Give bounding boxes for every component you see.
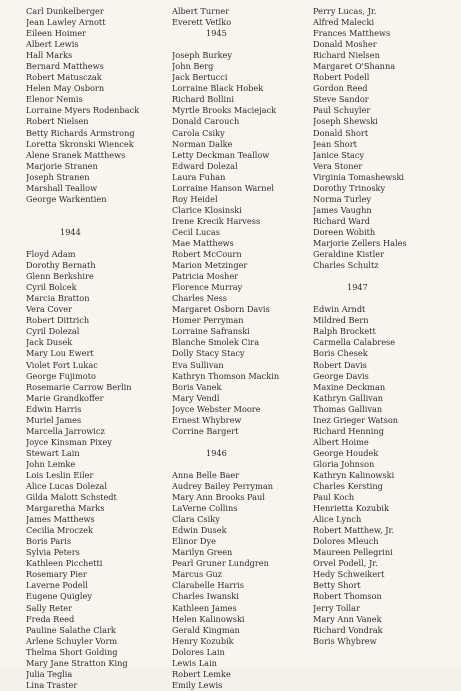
name-entry: Pauline Salathe Clark (26, 624, 116, 635)
name-entry: Jack Dusek (26, 337, 73, 348)
name-entry: Boris Whybrew (313, 635, 377, 646)
name-entry: Clara Csiky (172, 514, 220, 525)
name-entry: Charles Iwanski (172, 591, 239, 602)
name-entry: Albert Hoime (313, 436, 369, 447)
name-entry: Alice Lucas Dolezal (26, 481, 107, 492)
name-entry: Jack Bertucci (172, 72, 228, 83)
name-entry: Myrtle Brooks Maciejack (172, 105, 277, 116)
class-year-label: 1947 (347, 282, 368, 293)
name-entry: Norman Dalke (172, 138, 233, 149)
name-entry: Robert McCourn (172, 249, 242, 260)
name-entry: Carl Dunkelberger (26, 6, 104, 16)
name-entry: Irene Krecik Harvess (172, 215, 261, 226)
class-year-label: 1946 (206, 447, 227, 458)
name-entry: Paul Schuyler (313, 105, 371, 116)
name-entry: Dorothy Trinosky (313, 182, 386, 193)
class-year-heading (26, 227, 139, 238)
name-entry: Gilda Malott Schstedt (26, 492, 117, 503)
name-entry: Bernard Matthews (26, 61, 104, 72)
class-year-heading (313, 282, 407, 293)
name-entry: Vera Cover (26, 304, 72, 315)
name-entry: Kathryn Kalinowski (313, 469, 395, 480)
name-entry: Marshall Teallow (26, 182, 98, 193)
name-entry: Lewis Lain (172, 657, 217, 668)
name-entry: Boris Vanek (172, 381, 222, 392)
name-entry: Jerry Tollar (313, 602, 360, 613)
name-entry: Margaretha Marks (26, 503, 105, 514)
name-entry: Ernest Whybrew (172, 414, 242, 425)
name-entry: Thomas Gallivan (313, 403, 383, 414)
name-entry: Eugene Quigley (26, 591, 92, 602)
name-entry: George Davis (313, 370, 369, 381)
name-entry: Florence Murray (172, 282, 243, 293)
name-entry: Mildred Bern (313, 315, 369, 326)
name-entry: Clarice Klosinski (172, 204, 242, 215)
name-entry: Marie Grandkoffer (26, 392, 104, 403)
name-entry: Boris Chesek (313, 348, 368, 359)
name-entry: John Lemke (26, 458, 76, 469)
name-entry: Julia Teglia (26, 668, 73, 679)
name-entry: George Warkentien (26, 193, 107, 204)
name-entry: Elinor Dye (172, 536, 216, 547)
name-entry: James Vaughn (313, 204, 372, 215)
name-entry: Norma Turley (313, 193, 371, 204)
name-entry: Donald Carouch (172, 116, 240, 127)
name-entry: Mary Vendl (172, 392, 220, 403)
name-entry: Robert Matthew, Jr. (313, 525, 395, 536)
name-entry: Cyril Dolezal (26, 326, 80, 337)
name-entry: Dolores Mleuch (313, 536, 379, 547)
name-entry: Robert Thomson (313, 591, 382, 602)
name-entry: Mae Matthews (172, 237, 234, 248)
name-entry: Perry Lucas, Jr. (313, 6, 377, 16)
name-entry: Lorraine Myers Rodenback (26, 105, 140, 116)
blank-line (26, 216, 139, 227)
name-entry: Corrine Bargert (172, 425, 239, 436)
name-entry: Freda Reed (26, 613, 75, 624)
name-entry: Betty Short (313, 580, 361, 591)
name-entry: Kathleen Picchetti (26, 558, 103, 569)
name-entry: Helen May Osborn (26, 83, 105, 94)
name-entry: Helen Kalinowski (172, 613, 245, 624)
name-entry: LaVerne Collins (172, 503, 238, 514)
name-entry: Doreen Wobith (313, 226, 376, 237)
name-entry: Edwin Arndt (313, 304, 366, 315)
name-entry: Robert Nielsen (26, 116, 89, 127)
name-entry: Dolores Lain (172, 646, 225, 657)
name-entry: Marion Metzinger (172, 260, 248, 271)
name-entry: Gloria Johnson (313, 458, 375, 469)
name-entry: Cecil Lucas (172, 226, 220, 237)
name-entry: Homer Perryman (172, 315, 244, 326)
name-entry: Margaret Osborn Davis (172, 304, 270, 315)
name-entry: Everett Vetlko (172, 17, 232, 28)
name-entry: Orvel Podell, Jr. (313, 558, 378, 569)
name-entry: Carola Csiky (172, 127, 225, 138)
name-entry: Audrey Bailey Perryman (172, 481, 273, 492)
name-entry: Rosemarie Carrow Berlin (26, 381, 132, 392)
name-entry: Richard Ward (313, 215, 371, 226)
name-entry: Joseph Stranen (26, 171, 90, 182)
name-entry: Hall Marks (26, 50, 73, 61)
name-entry: Mary Lou Ewert (26, 348, 94, 359)
name-entry: Laverne Podell (26, 580, 88, 591)
name-entry: Joseph Burkey (172, 50, 233, 61)
class-year-label: 1945 (206, 28, 227, 39)
name-entry: Lorraine Safranski (172, 326, 250, 337)
name-entry: Richard Nielsen (313, 50, 380, 61)
name-entry: Richard Bollini (172, 94, 234, 105)
name-entry: Cecilia Mroczek (26, 525, 93, 536)
name-entry: Violet Fort Lukac (26, 359, 98, 370)
name-entry: Richard Vondrak (313, 624, 383, 635)
class-year-heading (172, 448, 279, 459)
name-entry: Robert Matusczak (26, 72, 102, 83)
name-entry: Blanche Smolek Cira (172, 337, 260, 348)
name-entry: James Matthews (26, 514, 95, 525)
name-entry: Sally Reter (26, 602, 73, 613)
name-entry: Frances Matthews (313, 28, 391, 39)
name-column-3 (313, 6, 407, 647)
name-entry: Kathryn Thomson Mackin (172, 370, 280, 381)
name-entry: Emily Lewis (172, 679, 223, 690)
name-entry: George Houdek (313, 447, 379, 458)
name-column-1 (26, 6, 139, 691)
name-entry: Roy Heidel (172, 193, 218, 204)
name-entry: Pearl Gruner Lundgren (172, 558, 269, 569)
name-entry: Alice Lynch (313, 514, 362, 525)
name-entry: Edwin Dusek (172, 525, 227, 536)
name-entry: Alfred Malecki (313, 17, 375, 28)
name-entry: Marjorie Zellers Hales (313, 237, 407, 248)
name-entry: Cyril Bolcek (26, 282, 77, 293)
name-entry: Paul Koch (313, 492, 355, 503)
name-entry: Robert Davis (313, 359, 367, 370)
name-entry: Joyce Kinsman Pixey (26, 436, 112, 447)
name-entry: Charles Kersting (313, 481, 383, 492)
name-entry: Anna Belle Baer (172, 469, 240, 480)
name-entry: Marcella Jarrowicz (26, 425, 105, 436)
name-entry: Floyd Adam (26, 249, 76, 260)
name-entry: Maureen Pellegrini (313, 547, 393, 558)
name-entry: Robert Podell (313, 72, 370, 83)
name-entry: Vera Stoner (313, 160, 363, 171)
name-entry: Jean Short (313, 138, 357, 149)
name-entry: Richard Henning (313, 425, 384, 436)
name-entry: Rosemary Pier (26, 569, 87, 580)
class-year-label: 1944 (60, 226, 81, 237)
name-entry: Lorraine Black Hobek (172, 83, 264, 94)
name-entry: Elenor Nemis (26, 94, 83, 105)
name-entry: Mary Jane Stratton King (26, 657, 128, 668)
name-entry: Kathleen James (172, 602, 237, 613)
name-entry: Robert Lemke (172, 668, 231, 679)
name-entry: Margaret O'Shanna (313, 61, 396, 72)
name-entry: Betty Richards Armstrong (26, 127, 135, 138)
name-entry: Eileen Hoimer (26, 28, 86, 39)
name-entry: Muriel James (26, 414, 82, 425)
name-entry: Jean Lawley Arnott (26, 17, 106, 28)
name-entry: Clarabelle Harris (172, 580, 245, 591)
name-entry: Letty Deckman Teallow (172, 149, 270, 160)
name-entry: Donald Mosher (313, 39, 377, 50)
name-entry: Lorraine Hanson Warnel (172, 182, 274, 193)
blank-line (313, 271, 407, 282)
name-entry: Hedy Schweikert (313, 569, 385, 580)
name-entry: Mary Ann Brooks Paul (172, 492, 265, 503)
name-entry: Charles Ness (172, 293, 228, 304)
name-entry: Carmella Calabrese (313, 337, 396, 348)
name-entry: Gordon Reed (313, 83, 368, 94)
name-entry: Maxine Deckman (313, 381, 386, 392)
name-entry: Mary Ann Vanek (313, 613, 382, 624)
name-entry: Marcus Guz (172, 569, 222, 580)
name-entry: Robert Dittrich (26, 315, 90, 326)
name-entry: Geraldine Kistler (313, 249, 384, 260)
name-entry: Dolly Stacy Stacy (172, 348, 245, 359)
name-entry: Boris Paris (26, 536, 72, 547)
name-entry: Marjorie Stranen (26, 160, 98, 171)
name-entry: Arlene Schuyler Vorm (26, 635, 118, 646)
name-entry: Lina Traster (26, 679, 78, 690)
name-entry: Marcia Bratton (26, 293, 90, 304)
name-entry: Janice Stacy (313, 149, 365, 160)
name-entry: Dorothy Bernath (26, 260, 96, 271)
name-entry: Edward Dolezal (172, 160, 238, 171)
blank-line (26, 205, 139, 216)
name-entry: Joyce Webster Moore (172, 403, 261, 414)
blank-line (313, 293, 407, 304)
name-entry: Stewart Lain (26, 447, 80, 458)
name-entry: John Berg (172, 61, 214, 72)
name-entry: Henrietta Kozubik (313, 503, 389, 514)
name-entry: Glenn Berkshire (26, 271, 94, 282)
name-entry: Steve Sandor (313, 94, 369, 105)
name-entry: Joseph Shewski (313, 116, 378, 127)
name-entry: Marilyn Green (172, 547, 233, 558)
name-entry: Kathryn Gallivan (313, 392, 384, 403)
name-entry: Patricia Mosher (172, 271, 239, 282)
name-entry: George Fujimoto (26, 370, 96, 381)
name-entry: Virginia Tomashewski (313, 171, 405, 182)
blank-line (172, 459, 279, 470)
name-column-2 (172, 6, 279, 691)
name-entry: Laura Fuhan (172, 171, 226, 182)
blank-line (172, 437, 279, 448)
blank-line (172, 39, 279, 50)
name-entry: Donald Short (313, 127, 369, 138)
name-entry: Eva Sullivan (172, 359, 224, 370)
name-entry: Ralph Brockett (313, 326, 376, 337)
name-entry: Loretta Skronski Wiencek (26, 138, 134, 149)
class-year-heading (172, 28, 279, 39)
name-entry: Charles Schultz (313, 260, 379, 271)
name-entry: Alene Sranek Matthews (26, 149, 126, 160)
name-entry: Albert Lewis (26, 39, 79, 50)
name-entry: Henry Kozubik (172, 635, 234, 646)
name-entry: Inez Grieger Watson (313, 414, 399, 425)
name-entry: Lois Leslin Eiler (26, 469, 94, 480)
name-entry: Sylvia Peters (26, 547, 80, 558)
name-entry: Thelma Short Golding (26, 646, 118, 657)
name-entry: Edwin Harris (26, 403, 82, 414)
name-entry: Gerald Kingman (172, 624, 240, 635)
blank-line (26, 238, 139, 249)
name-entry: Albert Turner (172, 6, 230, 16)
